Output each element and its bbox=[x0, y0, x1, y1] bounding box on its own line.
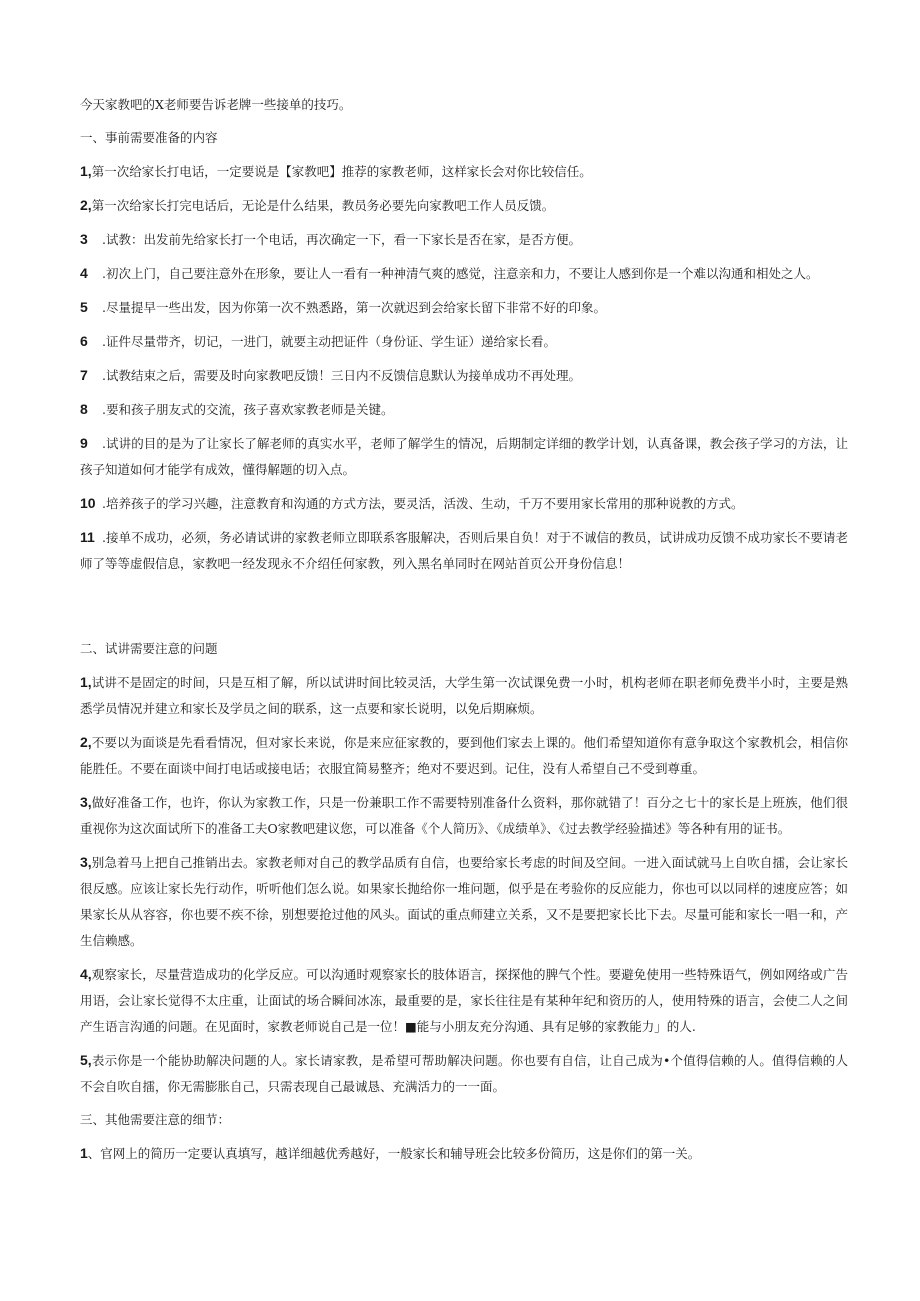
item-number: 6 bbox=[80, 333, 88, 349]
item-text: .接单不成功，必须，务必请试讲的家教老师立即联系客服解决，否则后果自负！对于不诚信的教员，试讲成功反馈不成功家长不要请老师了等等虚假信息，家教吧一经发现永不介绍任何家教，列入黑名单同时在网站首页公开身份信息！ bbox=[80, 530, 848, 571]
item-text: 做好准备工作，也许，你认为家教工作，只是一份兼职工作不需要特别准备什么资料，那你就错了！百分之七十的家长是上班族，他们很重视你为这次面试所下的准备工夫O家教吧建议您，可以准备《个人简历》、《成绩单》、《过去教学经验描述》等各种有用的证书。 bbox=[80, 795, 848, 836]
item-number: 4, bbox=[80, 966, 92, 982]
section3-heading: 三、其他需要注意的细节： bbox=[80, 1112, 231, 1127]
item-text: .试教：出发前先给家长打一个电话，再次确定一下，看一下家长是否在家，是否方便。 bbox=[102, 232, 581, 247]
section1-item-2 bbox=[80, 192, 848, 219]
item-number: 1 bbox=[80, 1145, 88, 1161]
item-number: 8 bbox=[80, 401, 88, 417]
section1-item-10 bbox=[80, 490, 848, 517]
section1-item-11 bbox=[80, 524, 848, 577]
section1-item-8 bbox=[80, 396, 848, 423]
item-number: 7 bbox=[80, 367, 88, 383]
section3-item-1 bbox=[80, 1140, 848, 1167]
section2-item-1 bbox=[80, 669, 848, 722]
document-page bbox=[80, 92, 848, 1174]
item-number: 10 bbox=[80, 495, 96, 511]
section2-heading: 二、试讲需要注意的问题 bbox=[80, 641, 218, 656]
item-text: 第一次给家长打完电话后，无论是什么结果，教员务必要先向家教吧工作人员反馈。 bbox=[91, 198, 555, 213]
section1-item-4 bbox=[80, 260, 848, 287]
section2-item-4 bbox=[80, 849, 848, 954]
section1-item-7 bbox=[80, 362, 848, 389]
item-text: .培养孩子的学习兴趣，注意教育和沟通的方式方法，要灵活，活泼、生动，千万不要用家长常用的那种说教的方式。 bbox=[102, 496, 744, 511]
item-number: 3 bbox=[80, 231, 88, 247]
section2-item-6 bbox=[80, 1047, 848, 1100]
item-number: 11 bbox=[80, 529, 95, 545]
item-number: 5 bbox=[80, 299, 88, 315]
item-text: .初次上门，自己要注意外在形象，要让人一看有一种神清气爽的感觉，注意亲和力，不要让人感到你是一个难以沟通和相处之人。 bbox=[102, 266, 819, 281]
item-text: 第一次给家长打电话，一定要说是【家教吧】推荐的家教老师，这样家长会对你比较信任。 bbox=[91, 164, 592, 179]
item-number: 1, bbox=[80, 674, 92, 690]
section2-item-5 bbox=[80, 961, 848, 1040]
item-text: .证件尽量带齐，切记，一进门，就要主动把证件（身份证、学生证）递给家长看。 bbox=[102, 334, 556, 349]
item-text: 观察家长，尽量营造成功的化学反应。可以沟通时观察家长的肢体语言，探探他的脾气个性。要避免使用一些特殊语气，例如网络或广告用语，会让家长觉得不太庄重，让面试的场合瞬间冰冻，最重要的是，家长往往是有某种年纪和资历的人，使用特殊的语言，会使二人之间产生语言沟通的问题。在见面时，家教老师说自己是一位！■能与小朋友充分沟通、具有足够的家教能力」的人. bbox=[80, 967, 848, 1034]
section2-item-3 bbox=[80, 789, 848, 842]
item-number: 5, bbox=[80, 1052, 92, 1068]
item-text: 试讲不是固定的时间，只是互相了解，所以试讲时间比较灵活，大学生第一次试课免费一小时，机构老师在职老师免费半小时，主要是熟悉学员情况并建立和家长及学员之间的联系，这一点要和家长说明，以免后期麻烦。 bbox=[80, 675, 848, 716]
item-number: 2, bbox=[80, 197, 92, 213]
item-text: 别急着马上把自己推销出去。家教老师对自己的教学品质有自信，也要给家长考虑的时间及空间。一进入面试就马上自吹自擂，会让家长很反感。应该让家长先行动作，听听他们怎么说。如果家长抛给你一堆问题，似乎是在考验你的反应能力，你也可以以同样的速度应答；如果家长从从容容，你也要不疾不徐，别想要抢过他的风头。面试的重点师建立关系，又不是要把家长比下去。尽量可能和家长一唱一和，产生信赖感。 bbox=[80, 855, 848, 948]
section1-item-3 bbox=[80, 226, 848, 253]
section1-item-5 bbox=[80, 294, 848, 321]
item-text: 不要以为面谈是先看看情况，但对家长来说，你是来应征家教的，要到他们家去上课的。他们希望知道你有意争取这个家教机会，相信你能胜任。不要在面谈中间打电话或接电话；衣服宜简易整齐；绝对不要迟到。记住，没有人希望自己不受到尊重。 bbox=[80, 735, 848, 776]
section1-heading: 一、事前需要准备的内容 bbox=[80, 130, 218, 145]
section-spacer bbox=[80, 584, 848, 636]
item-number: 4 bbox=[80, 265, 88, 281]
item-number: 3, bbox=[80, 794, 92, 810]
section1-item-1 bbox=[80, 158, 848, 185]
section1-item-9 bbox=[80, 430, 848, 483]
item-text: .试讲的目的是为了让家长了解老师的真实水平，老师了解学生的情况，后期制定详细的教学计划，认真备课，教会孩子学习的方法，让孩子知道如何才能学有成效，懂得解题的切入点。 bbox=[80, 436, 848, 477]
item-number: 2, bbox=[80, 734, 92, 750]
item-number: 1, bbox=[80, 163, 92, 179]
item-text: .尽量提早一些出发，因为你第一次不熟悉路，第一次就迟到会给家长留下非常不好的印象。 bbox=[102, 300, 606, 315]
item-text: .要和孩子朋友式的交流，孩子喜欢家教老师是关键。 bbox=[102, 402, 394, 417]
item-number: 9 bbox=[80, 435, 88, 451]
item-text: 、官网上的简历一定要认真填写，越详细越优秀越好，一般家长和辅导班会比较多份简历，这是你们的第一关。 bbox=[87, 1146, 701, 1161]
item-number: 3, bbox=[80, 854, 92, 870]
item-text: 表示你是一个能协助解决问题的人。家长请家教，是希望可帮助解决问题。你也要有自信，让自己成为•个值得信赖的人。值得信赖的人不会自吹自擂，你无需膨胀自己，只需表现自己最诚恳、充满活力的一一面。 bbox=[80, 1053, 848, 1094]
intro-paragraph: 今天家教吧的X老师要告诉老牌一些接单的技巧。 bbox=[80, 97, 352, 112]
item-text: .试教结束之后，需要及时向家教吧反馈！三日内不反馈信息默认为接单成功不再处理。 bbox=[102, 368, 581, 383]
section1-item-6 bbox=[80, 328, 848, 355]
section2-item-2 bbox=[80, 729, 848, 782]
